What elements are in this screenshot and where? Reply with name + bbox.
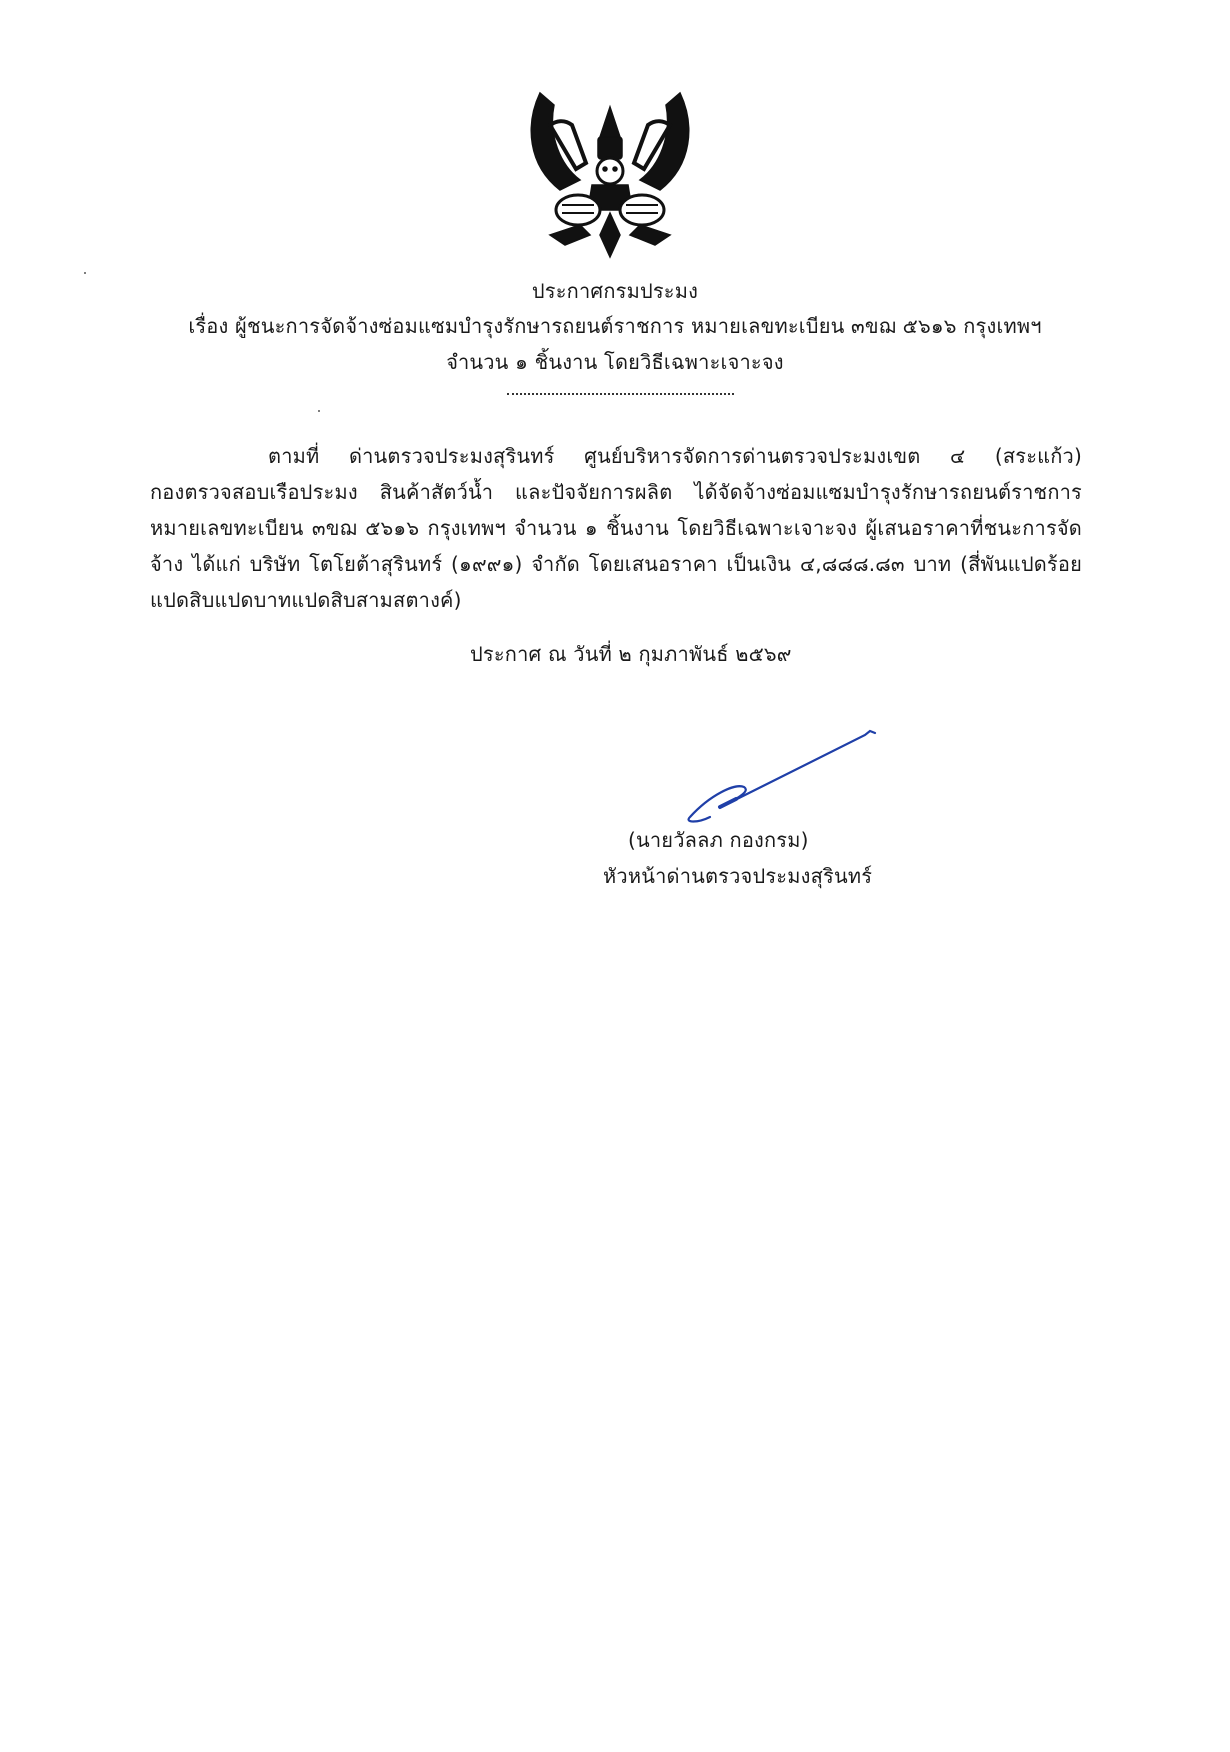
body-line-4: จ้าง ได้แก่ บริษัท โตโยต้าสุรินทร์ (๑๙๙๑) จำกัด โดยเสนอราคา เป็นเงิน ๔,๘๘๘.๘๓ บาท (สี่พันแปดร้อย [150,552,1082,576]
body-line-2: กองตรวจสอบเรือประมง สินค้าสัตว์น้ำ และปัจจัยการผลิต ได้จัดจ้างซ่อมแซมบำรุงรักษารถยนต์ราชการ [150,480,1082,504]
announcement-title: ประกาศกรมประมง [531,279,699,303]
body-line-3: หมายเลขทะเบียน ๓ขฌ ๕๖๑๖ กรุงเทพฯ จำนวน ๑ ชิ้นงาน โดยวิธีเฉพาะเจาะจง ผู้เสนอราคาที่ชนะการจัด [150,516,1082,540]
body-line-5: แปดสิบแปดบาทแปดสิบสามสตางค์) [150,588,462,612]
announcement-date: ประกาศ ณ วันที่ ๒ กุมภาพันธ์ ๒๕๖๙ [470,642,792,666]
scan-speck [318,410,320,412]
signatory-name: (นายวัลลภ กองกรม) [628,828,809,852]
separator-dots [507,393,734,397]
signatory-position: หัวหน้าด่านตรวจประมงสุรินทร์ [603,864,873,888]
subject-line-1: เรื่อง ผู้ชนะการจัดจ้างซ่อมแซมบำรุงรักษารถยนต์ราชการ หมายเลขทะเบียน ๓ขฌ ๕๖๑๖ กรุงเทพฯ [188,314,1042,338]
signature-icon [680,725,880,825]
body-line-1: ตามที่ ด่านตรวจประมงสุรินทร์ ศูนย์บริหารจัดการด่านตรวจประมงเขต ๔ (สระแก้ว) [268,444,1082,468]
garuda-emblem-icon [520,85,700,260]
scan-speck [84,272,86,274]
subject-line-2: จำนวน ๑ ชิ้นงาน โดยวิธีเฉพาะเจาะจง [446,350,784,374]
